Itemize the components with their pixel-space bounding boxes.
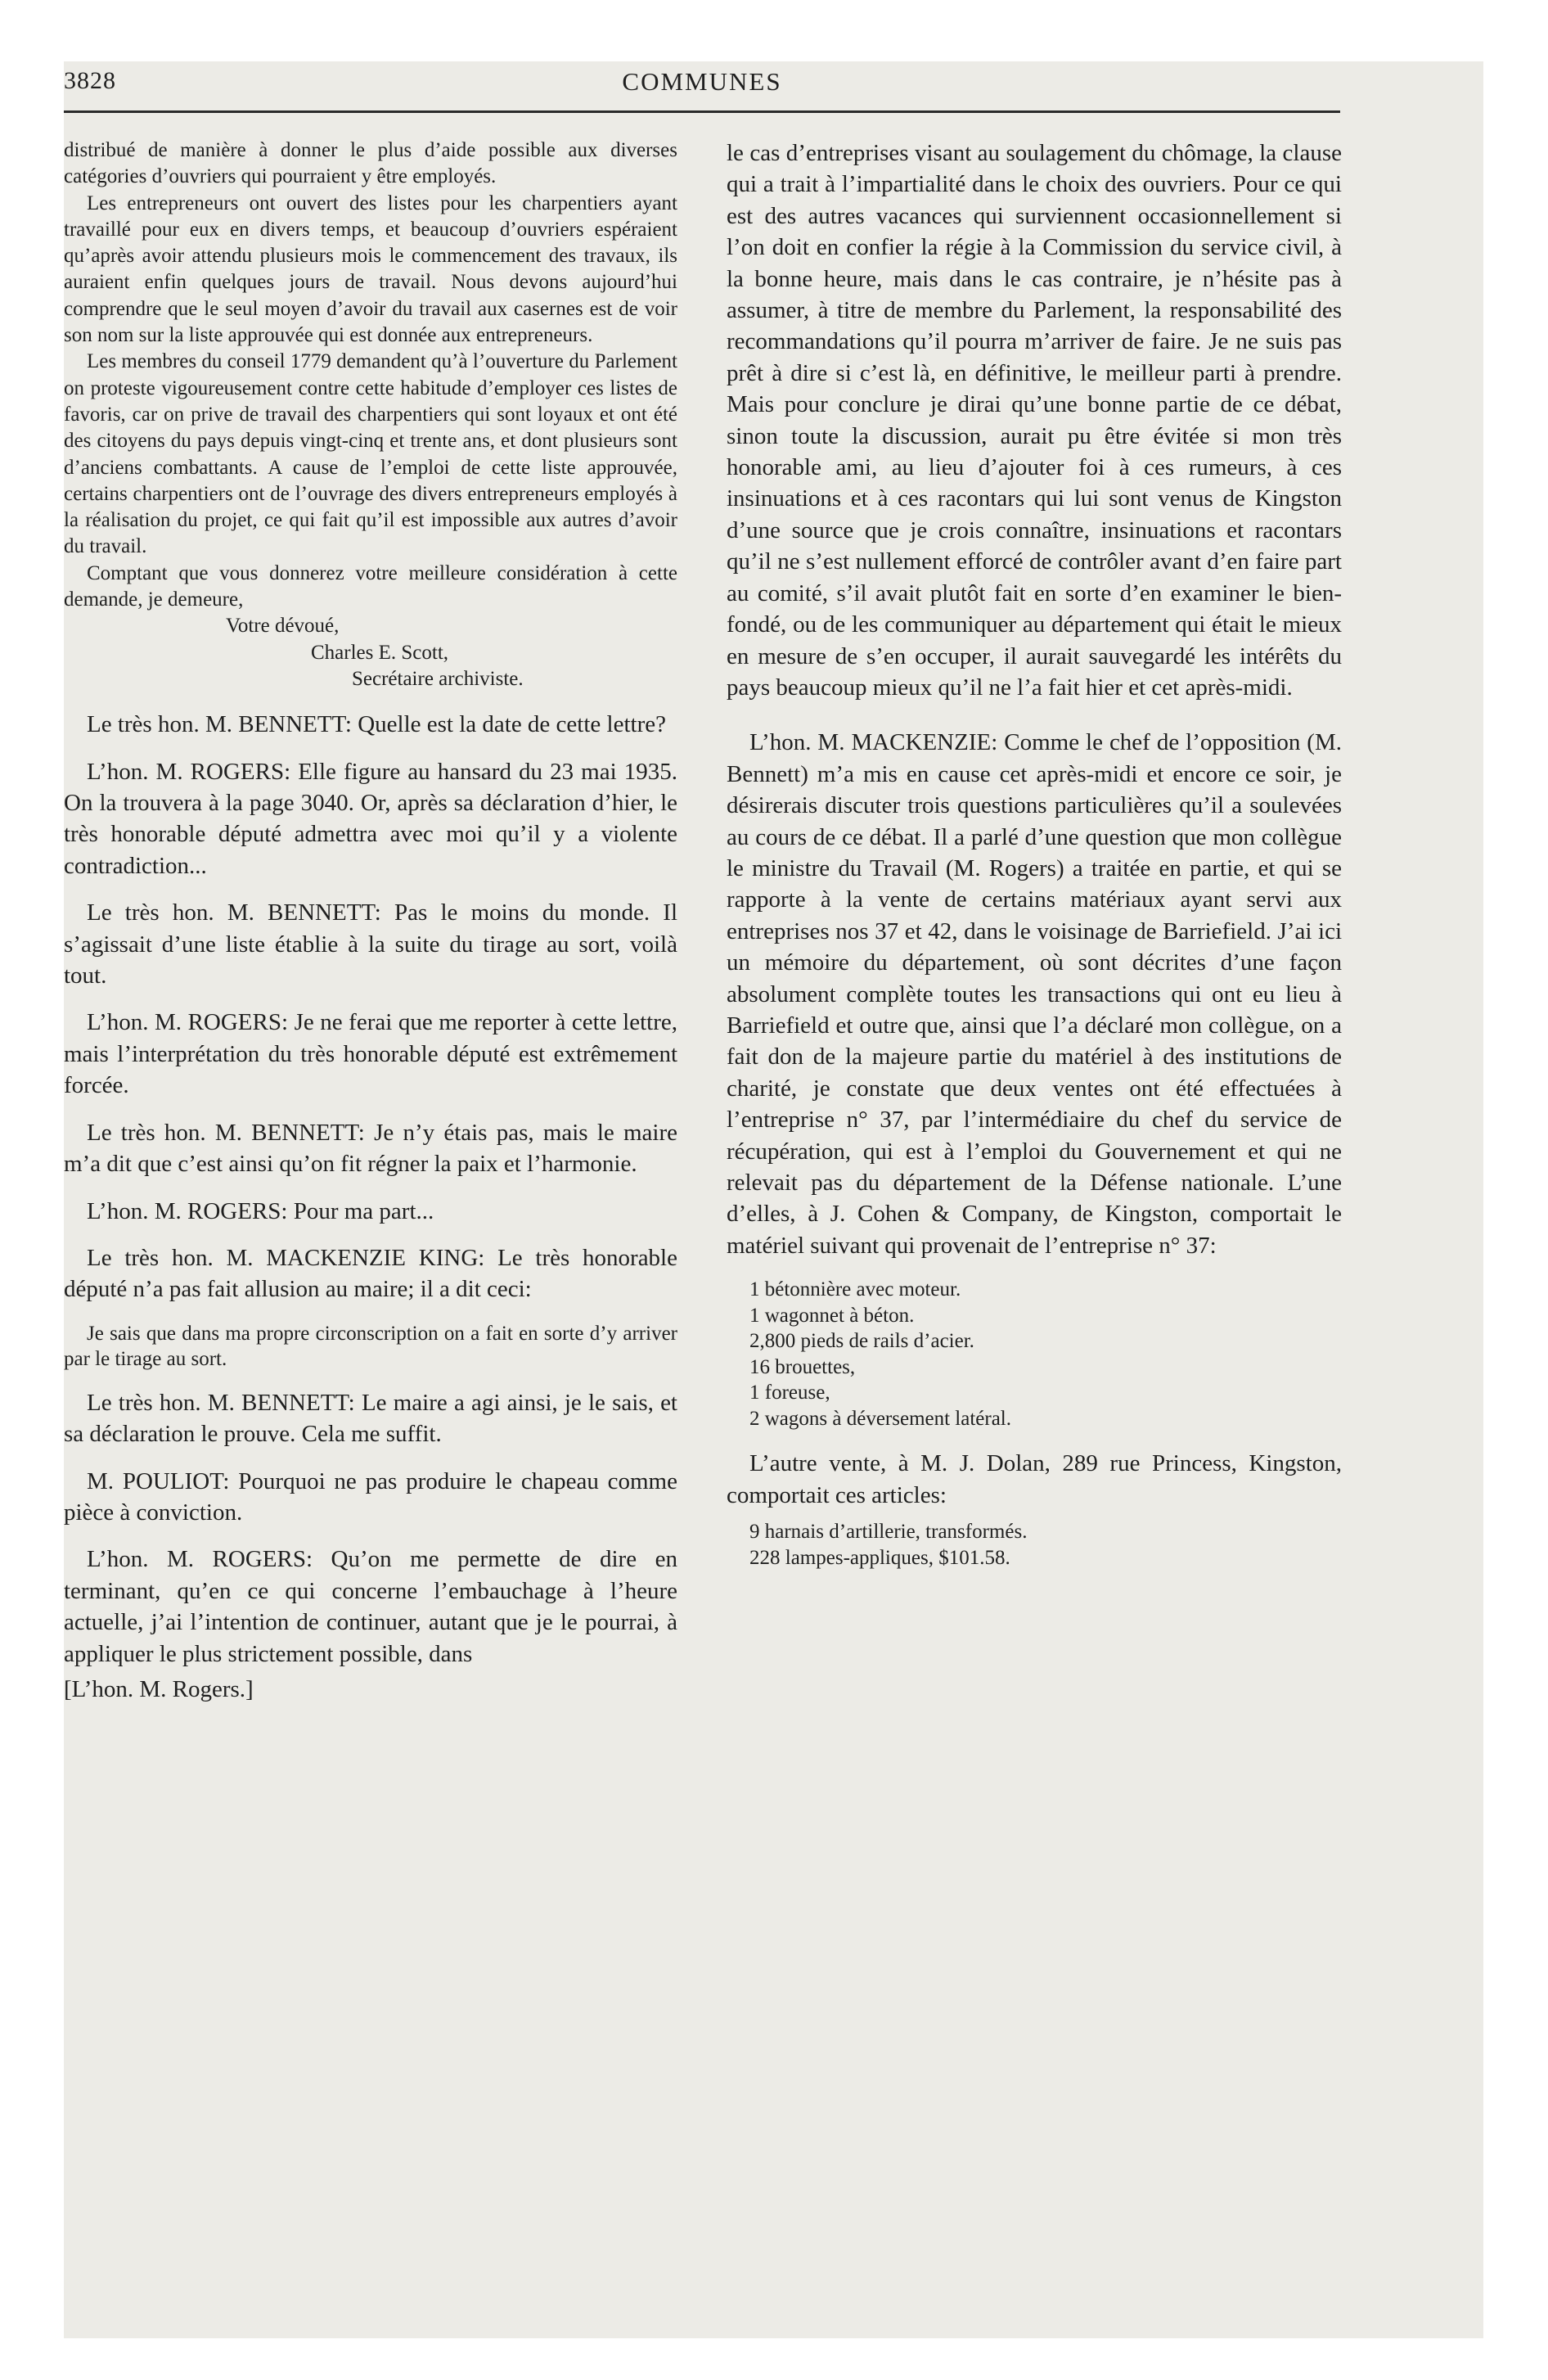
page-number: 3828 bbox=[64, 67, 116, 94]
speech-paragraph: le cas d’entreprises visant au soulagement du chômage, la clause qui a trait à l’impartialité dans le choix des ouvriers. Pour ce qui est des autres vacances qui surviennent occasionnellement si l’on doit en confier la régie à la Commission du service civil, à la bonne heure, mais dans le cas contraire, je n’hésite pas à assumer, à titre de membre du Parlement, la responsabilité des recommandations qu’il pourra m’arriver de faire. Je ne suis pas prêt à dire si c’est là, en définitive, le meilleur parti à prendre. Mais pour conclure je dirai qu’une bonne partie de ce débat, sinon toute la discussion, aurait pu être évitée si mon très honorable ami, au lieu d’ajouter foi à ces rumeurs, à ces insinuations et à ces racontars qui lui sont venus de Kingston d’une source que je crois connaître, insinuations et racontars qu’il ne s’est nullement efforcé de contrôler avant d’en faire part au comité, s’il avait plutôt fait en sorte d’en examiner le bien-fondé, ou de les communiquer au département qui était le mieux en mesure de s’en occuper, il aurait sauvegardé les intérêts du pays beaucoup mieux qu’il ne l’a fait hier et cet après-midi. bbox=[727, 140, 1342, 701]
letter-paragraph: Les membres du conseil 1779 demandent qu’à l’ouverture du Parlement on proteste vigoureusement contre cette habitude d’employer ces listes de favoris, car on prive de travail des charpentiers qui sont loyaux et ont été des citoyens du pays depuis vingt-cinq et trente ans, et dont plusieurs sont d’anciens combattants. A cause de l’emploi de cette liste approuvée, certains charpentiers ont de l’ouvrage des divers entrepreneurs employés à la réalisation du projet, ce qui fait qu’il est impossible aux autres d’avoir du travail. bbox=[64, 350, 677, 558]
left-column bbox=[64, 137, 677, 1704]
speech-paragraph: Le très hon. M. BENNETT: Pas le moins du monde. Il s’agissait d’une liste établie à la suite du tirage au sort, voilà tout. bbox=[64, 899, 677, 989]
letter-paragraph: Les entrepreneurs ont ouvert des listes pour les charpentiers ayant travaillé pour eux en divers temps, et beaucoup d’ouvriers espéraient qu’après avoir attendu plusieurs mois le commencement des travaux, ils auraient enfin quelques jours de travail. Nous devons aujourd’hui comprendre que le seul moyen d’avoir du travail aux casernes est de voir son nom sur la liste approuvée qui est donnée aux entrepreneurs. bbox=[64, 192, 677, 347]
section-title: COMMUNES bbox=[622, 67, 782, 96]
list-item: 1 foreuse, bbox=[749, 1382, 830, 1404]
letter-body bbox=[64, 137, 677, 613]
debate-block bbox=[64, 709, 677, 1305]
list-item: 2,800 pieds de rails d’acier. bbox=[749, 1330, 974, 1353]
list-item: 9 harnais d’artillerie, transformés. bbox=[749, 1521, 1028, 1544]
list-item: 228 lampes-appliques, $101.58. bbox=[749, 1546, 1010, 1569]
header-rule bbox=[64, 110, 1340, 113]
right-column bbox=[727, 137, 1342, 1587]
letter-signature bbox=[64, 613, 677, 692]
list-item: 16 brouettes, bbox=[749, 1355, 856, 1378]
speech-paragraph: L’hon. M. ROGERS: Pour ma part... bbox=[87, 1197, 434, 1224]
list-item: 1 bétonnière avec moteur. bbox=[749, 1278, 961, 1301]
block-quote bbox=[64, 1321, 677, 1372]
speech-paragraph: L’autre vente, à M. J. Dolan, 289 rue Princess, Kingston, comportait ces articles: bbox=[727, 1450, 1342, 1508]
speech-paragraph: L’hon. M. MACKENZIE: Comme le chef de l’opposition (M. Bennett) m’a mis en cause cet après-midi et encore ce soir, je désirerais discuter trois questions particulières qu’il a soulevées au cours de ce débat. Il a parlé d’une question que mon collègue le ministre du Travail (M. Rogers) a traitée en partie, et qui se rapporte à la vente de certains matériaux ayant servi aux entreprises nos 37 et 42, dans le voisinage de Barriefield. J’ai ici un mémoire du département, où sont décrites d’une façon absolument complète toutes les transactions qui ont eu lieu à Barriefield et outre que, ainsi que l’a déclaré mon collègue, on a fait don de la majeure partie du matériel à des institutions de charité, je constate que deux ventes ont été effectuées à l’entreprise n° 37, par l’intermédiaire du chef du service de récupération, qui est à l’emploi du Gouvernement et qui ne relevait pas du département de la Défense nationale. L’une d’elles, à J. Cohen & Company, de Kingston, comportait le matériel suivant qui provenait de l’entreprise n° 37: bbox=[727, 729, 1342, 1259]
debate-block bbox=[727, 1448, 1342, 1511]
letter-paragraph: distribué de manière à donner le plus d’aide possible aux diverses catégories d’ouvriers qui pourraient y être employés. bbox=[64, 139, 677, 188]
speech-paragraph: Le très hon. M. BENNETT: Quelle est la date de cette lettre? bbox=[87, 711, 666, 738]
speech-paragraph: L’hon. M. ROGERS: Je ne ferai que me reporter à cette lettre, mais l’interprétation du très honorable député est extrêmement forcée. bbox=[64, 1009, 677, 1099]
speaker-footer: [L’hon. M. Rogers.] bbox=[64, 1675, 254, 1702]
debate-block bbox=[64, 1387, 677, 1670]
speech-paragraph: L’hon. M. ROGERS: Qu’on me permette de dire en terminant, qu’en ce qui concerne l’embauchage à l’heure actuelle, j’ai l’intention de continuer, autant que je le pourrai, à appliquer le plus strictement possible, dans bbox=[64, 1546, 677, 1667]
quote-text: Je sais que dans ma propre circonscription on a fait en sorte d’y arriver par le tirage au sort. bbox=[64, 1322, 677, 1370]
sale-items-list bbox=[749, 1519, 1342, 1571]
speech-paragraph: L’hon. M. ROGERS: Elle figure au hansard du 23 mai 1935. On la trouvera à la page 3040. Or, après sa déclaration d’hier, le très honorable député admettra avec moi qu’il y a violente contradiction... bbox=[64, 758, 677, 879]
speech-paragraph: Le très hon. M. BENNETT: Le maire a agi ainsi, je le sais, et sa déclaration le prouve. Cela me suffit. bbox=[64, 1389, 677, 1448]
list-item: 1 wagonnet à béton. bbox=[749, 1304, 915, 1327]
speech-paragraph: Le très hon. M. BENNETT: Je n’y étais pas, mais le maire m’a dit que c’est ainsi qu’on fit régner la paix et l’harmonie. bbox=[64, 1119, 677, 1178]
running-head bbox=[64, 59, 1340, 108]
speech-paragraph: Le très hon. M. MACKENZIE KING: Le très honorable député n’a pas fait allusion au maire; il a dit ceci: bbox=[64, 1244, 677, 1303]
closing: Votre dévoué, bbox=[226, 615, 340, 638]
debate-block bbox=[727, 137, 1342, 1261]
speech-paragraph: M. POULIOT: Pourquoi ne pas produire le chapeau comme pièce à conviction. bbox=[64, 1467, 677, 1526]
signatory-title: Secrétaire archiviste. bbox=[352, 667, 524, 690]
list-item: 2 wagons à déversement latéral. bbox=[749, 1407, 1012, 1430]
letter-paragraph: Comptant que vous donnerez votre meilleure considération à cette demande, je demeure, bbox=[64, 561, 677, 611]
sale-items-list bbox=[749, 1277, 1342, 1431]
signatory-name: Charles E. Scott, bbox=[311, 641, 449, 664]
